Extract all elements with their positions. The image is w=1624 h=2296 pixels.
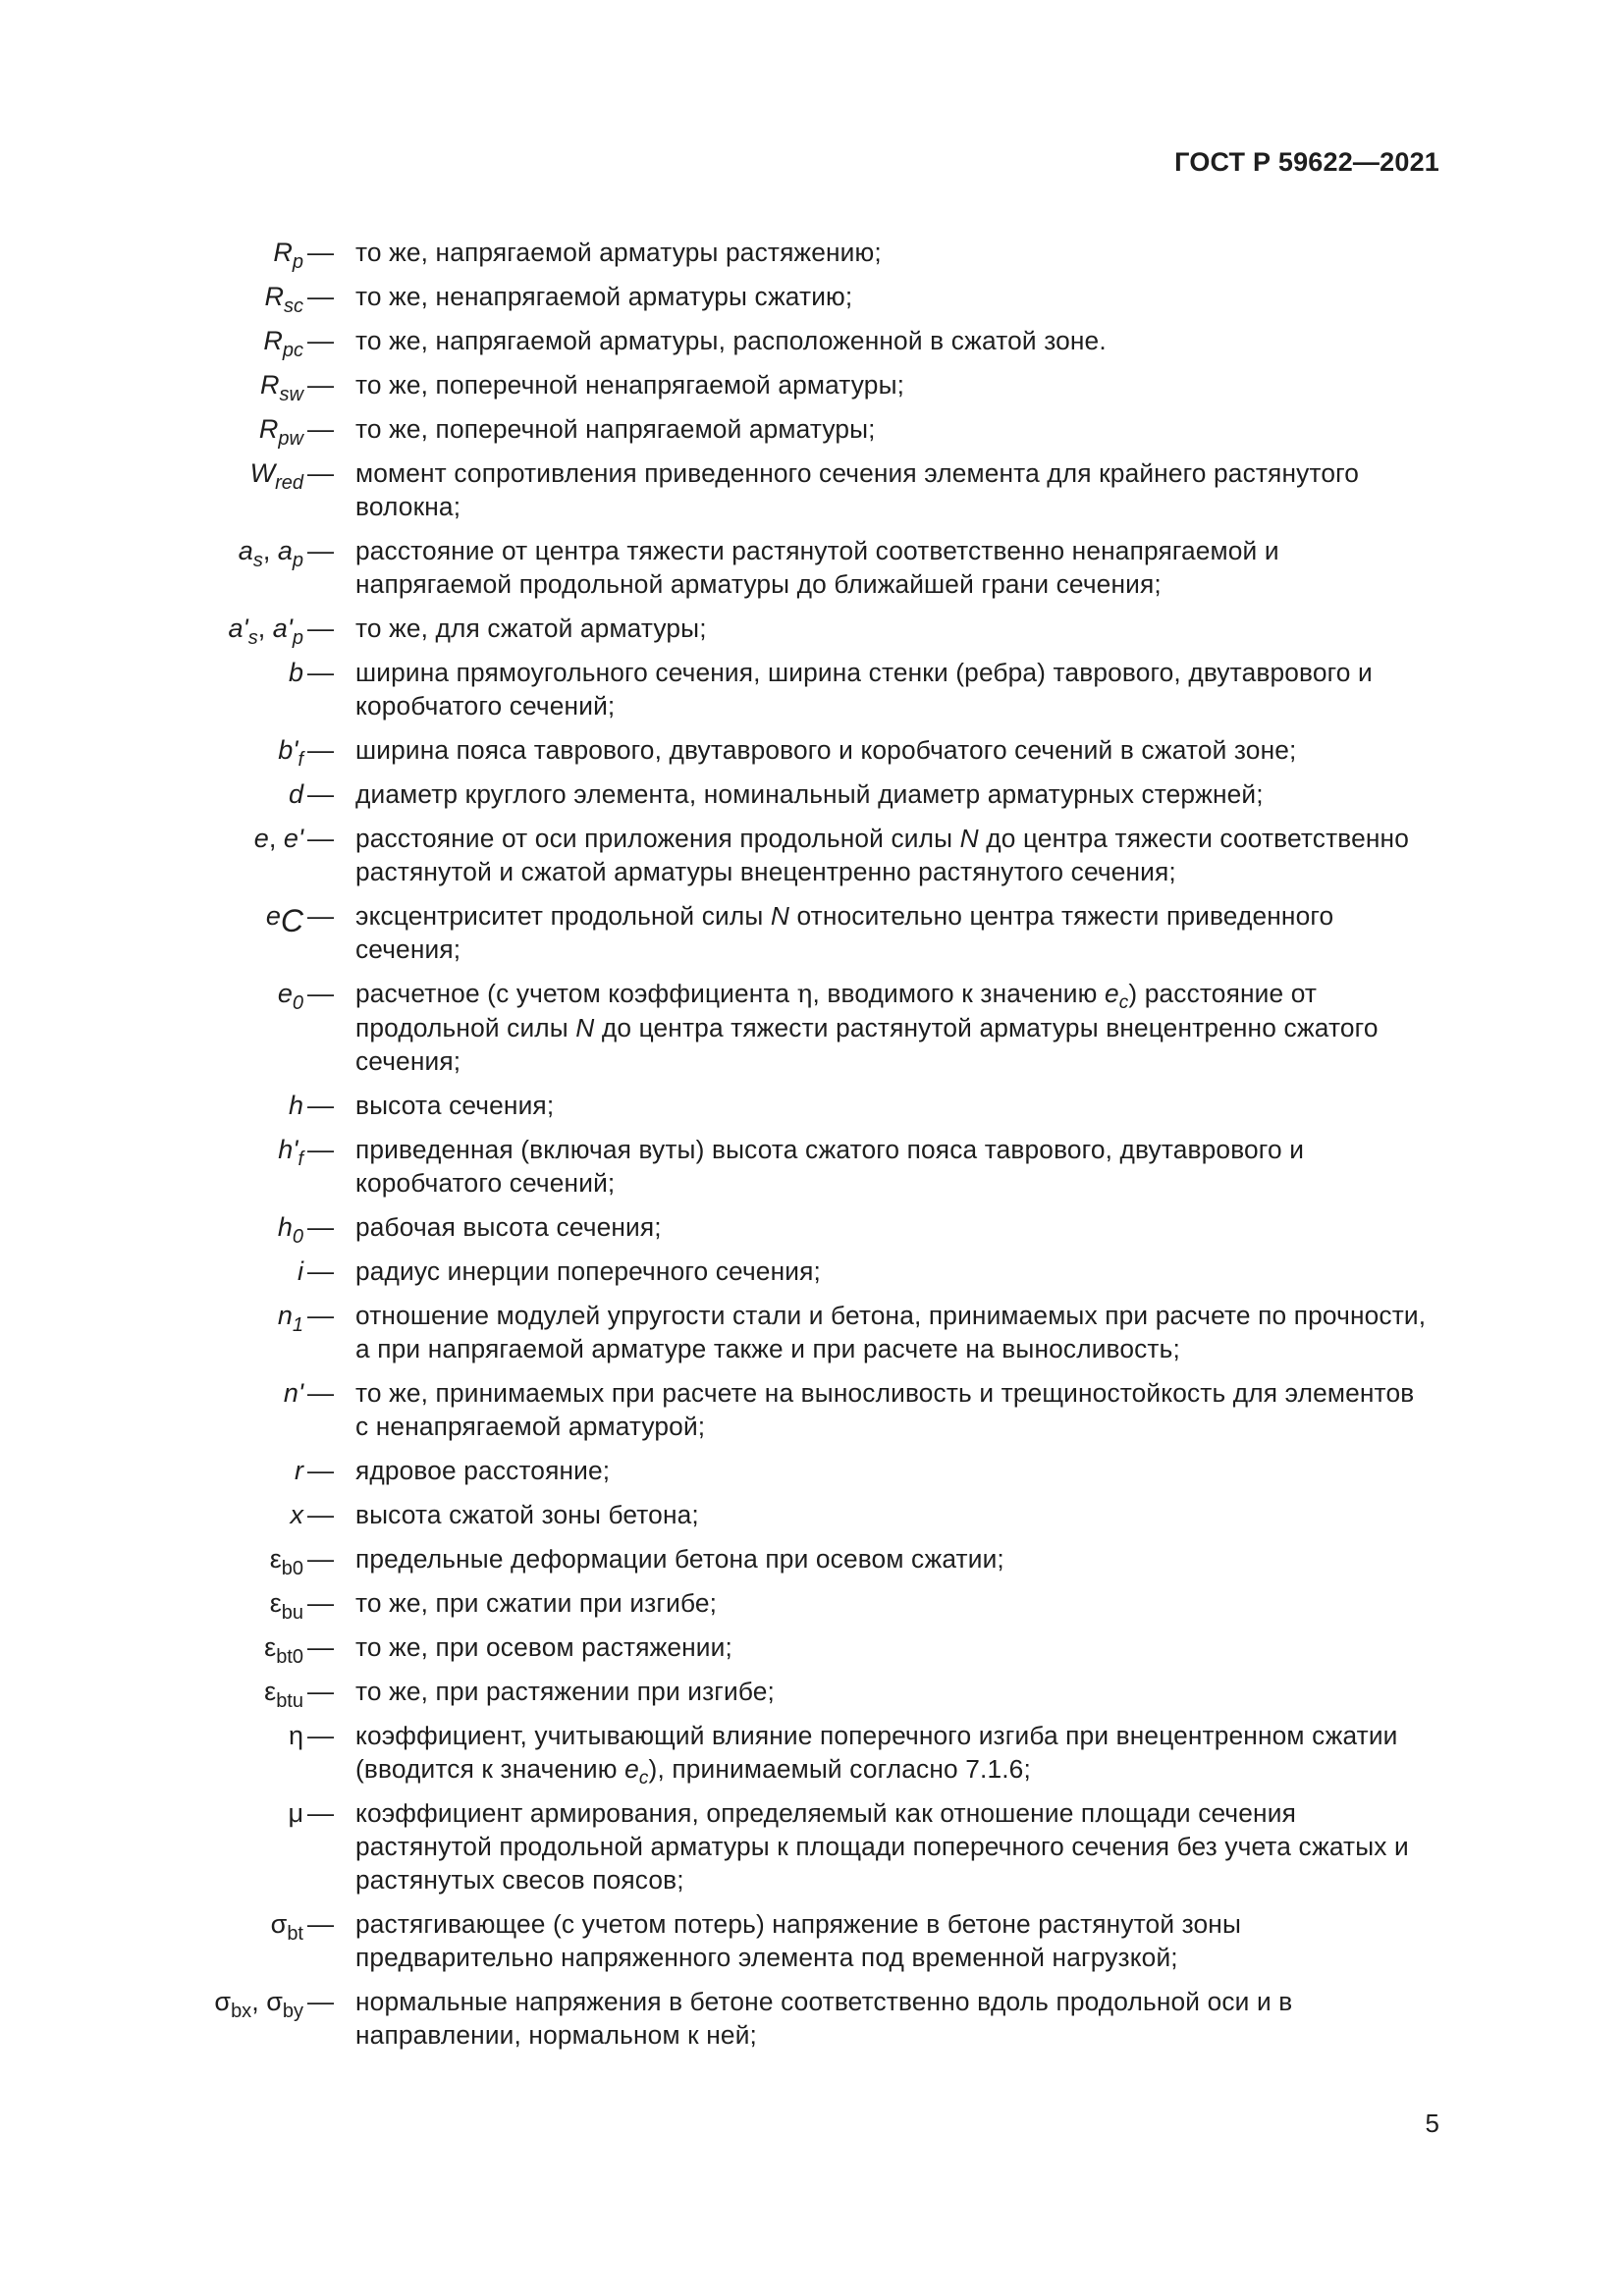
definition-dash: — bbox=[307, 1632, 334, 1662]
definition-symbol: $\varepsilon_{b0}$ — bbox=[269, 1544, 334, 1579]
definition-dash: — bbox=[307, 1500, 334, 1529]
definition-dash: — bbox=[307, 1301, 334, 1330]
definition-symbol: i — bbox=[298, 1256, 334, 1286]
definition-symbol: b — bbox=[288, 658, 334, 687]
definition-dash: — bbox=[307, 901, 334, 931]
definition-symbol: $W_{red}$ — bbox=[249, 458, 334, 494]
definition-row bbox=[0, 733, 1624, 771]
definition-dash: — bbox=[307, 779, 334, 809]
definition-text: ширина пояса таврового, двутаврового и коробчатого сечений в сжатой зоне; bbox=[355, 735, 1297, 765]
definition-dash: — bbox=[307, 1135, 334, 1164]
definition-row bbox=[0, 1907, 1624, 1974]
definition-symbol: $R_{sw}$ — bbox=[260, 370, 334, 405]
definition-dash: — bbox=[307, 735, 334, 765]
definition-text: расчетное (с учетом коэффициента η, вводимого к значению $e_c$) расстояние от продольной силы N до центра тяжести растянутой арматуры внецентренно сжатого сечения; bbox=[355, 979, 1379, 1076]
definition-row bbox=[0, 1985, 1624, 2052]
definition-row bbox=[0, 1376, 1624, 1443]
definition-row bbox=[0, 612, 1624, 649]
definition-symbol: r — bbox=[295, 1456, 334, 1485]
definition-dash: — bbox=[307, 614, 334, 643]
definition-text: то же, поперечной ненапрягаемой арматуры; bbox=[355, 370, 905, 400]
definition-text: то же, при осевом растяжении; bbox=[355, 1632, 732, 1662]
definition-dash: — bbox=[307, 658, 334, 687]
definition-row bbox=[0, 236, 1624, 273]
definition-dash: — bbox=[307, 1677, 334, 1706]
definition-text: нормальные напряжения в бетоне соответственно вдоль продольной оси и в направлении, нормальном к ней; bbox=[355, 1987, 1293, 2050]
definition-row bbox=[0, 1089, 1624, 1122]
definition-symbol: x — bbox=[290, 1500, 334, 1529]
definition-dash: — bbox=[307, 1378, 334, 1408]
definition-row bbox=[0, 1630, 1624, 1668]
definition-symbol: $\varepsilon_{bu}$ — bbox=[269, 1588, 334, 1624]
definition-row bbox=[0, 1586, 1624, 1624]
definition-text: радиус инерции поперечного сечения; bbox=[355, 1256, 821, 1286]
definition-row bbox=[0, 368, 1624, 405]
definition-text: коэффициент армирования, определяемый как отношение площади сечения растянутой продольной арматуры к площади поперечного сечения без учета сжатых и растянутых свесов поясов; bbox=[355, 1798, 1409, 1895]
page-number: 5 bbox=[1425, 2109, 1439, 2138]
definition-text: приведенная (включая вуты) высота сжатого пояса таврового, двутаврового и коробчатого сечений; bbox=[355, 1135, 1305, 1198]
definition-text: ядровое расстояние; bbox=[355, 1456, 611, 1485]
definition-dash: — bbox=[307, 370, 334, 400]
definition-row bbox=[0, 280, 1624, 317]
definition-row bbox=[0, 534, 1624, 601]
definition-row bbox=[0, 1675, 1624, 1712]
definition-text: момент сопротивления приведенного сечения элемента для крайнего растянутого волокна; bbox=[355, 458, 1360, 521]
definition-dash: — bbox=[307, 1256, 334, 1286]
definition-symbol: $R_{sc}$ — bbox=[264, 282, 334, 317]
definition-dash: — bbox=[307, 282, 334, 311]
definition-symbol: d — bbox=[288, 779, 334, 809]
definition-symbol: η — bbox=[288, 1721, 334, 1750]
definition-text: диаметр круглого элемента, номинальный диаметр арматурных стержней; bbox=[355, 779, 1264, 809]
definition-row bbox=[0, 324, 1624, 361]
definition-symbol: $\varepsilon_{bt0}$ — bbox=[264, 1632, 334, 1668]
definition-symbol: $a'_s$, $a'_p$ — bbox=[228, 614, 334, 649]
definition-row bbox=[0, 1454, 1624, 1487]
definition-symbol: $n_1$ — bbox=[277, 1301, 334, 1336]
definition-row bbox=[0, 656, 1624, 722]
definition-symbol: $e_0$ — bbox=[277, 979, 334, 1014]
definition-symbol: $h_0$ — bbox=[277, 1212, 334, 1248]
definition-text: то же, напрягаемой арматуры растяжению; bbox=[355, 238, 882, 267]
definition-symbol: $\sigma_{bt}$ — bbox=[270, 1909, 334, 1945]
definition-symbol: $R_{pw}$ — bbox=[258, 414, 334, 450]
definition-text: то же, принимаемых при расчете на выносливость и трещиностойкость для элементов с ненапрягаемой арматурой; bbox=[355, 1378, 1415, 1441]
definition-symbol: $b'_f$ — bbox=[278, 735, 334, 771]
definition-dash: — bbox=[307, 1798, 334, 1828]
definition-row bbox=[0, 456, 1624, 523]
definition-row bbox=[0, 777, 1624, 811]
definition-symbol: $R_p$ — bbox=[273, 238, 334, 273]
definition-text: коэффициент, учитывающий влияние поперечного изгиба при внецентренном сжатии (вводится к значению $e_c$), принимаемый согласно 7.1.6; bbox=[355, 1721, 1398, 1789]
definition-text: ширина прямоугольного сечения, ширина стенки (ребра) таврового, двутаврового и коробчатого сечений; bbox=[355, 658, 1373, 721]
definition-row bbox=[0, 822, 1624, 888]
definition-dash: — bbox=[307, 1987, 334, 2016]
definition-text: то же, при сжатии при изгибе; bbox=[355, 1588, 718, 1618]
definition-symbol: e, e' — bbox=[253, 824, 334, 853]
document-code: ГОСТ Р 59622—2021 bbox=[1174, 147, 1439, 177]
definition-row bbox=[0, 899, 1624, 966]
definition-symbol: μ — bbox=[288, 1798, 334, 1828]
definition-symbol: $h'_f$ — bbox=[278, 1135, 334, 1170]
definition-symbol: h — bbox=[288, 1091, 334, 1120]
definition-symbol: $e_C$ — bbox=[265, 901, 334, 938]
definition-text: растягивающее (с учетом потерь) напряжение в бетоне растянутой зоны предварительно напряженного элемента под временной нагрузкой; bbox=[355, 1909, 1242, 1972]
definition-text: отношение модулей упругости стали и бетона, принимаемых при расчете по прочности, а при напрягаемой арматуре также и при расчете на выносливость; bbox=[355, 1301, 1427, 1363]
definition-dash: — bbox=[307, 824, 334, 853]
definition-dash: — bbox=[307, 536, 334, 565]
definition-row bbox=[0, 1299, 1624, 1365]
definition-row bbox=[0, 412, 1624, 450]
definition-row bbox=[0, 1498, 1624, 1531]
definition-dash: — bbox=[307, 1091, 334, 1120]
definition-dash: — bbox=[307, 1544, 334, 1574]
definition-row bbox=[0, 1796, 1624, 1896]
definition-symbol: $\sigma_{bx}$, $\sigma_{by}$ — bbox=[214, 1987, 334, 2022]
definition-dash: — bbox=[307, 979, 334, 1008]
definition-text: то же, при растяжении при изгибе; bbox=[355, 1677, 776, 1706]
definition-dash: — bbox=[307, 326, 334, 355]
definition-symbol: $a_s$, $a_p$ — bbox=[238, 536, 334, 571]
definition-symbol: $\varepsilon_{btu}$ — bbox=[264, 1677, 334, 1712]
definition-dash: — bbox=[307, 1588, 334, 1618]
definition-dash: — bbox=[307, 414, 334, 444]
definition-row bbox=[0, 1719, 1624, 1789]
definition-text: расстояние от оси приложения продольной силы N до центра тяжести соответственно растянутой и сжатой арматуры внецентренно растянутого сечения; bbox=[355, 824, 1409, 886]
definition-symbol: $R_{pc}$ — bbox=[263, 326, 334, 361]
definition-text: высота сечения; bbox=[355, 1091, 555, 1120]
definition-text: рабочая высота сечения; bbox=[355, 1212, 662, 1242]
definition-dash: — bbox=[307, 1909, 334, 1939]
definition-dash: — bbox=[307, 1456, 334, 1485]
definition-text: то же, для сжатой арматуры; bbox=[355, 614, 707, 643]
definition-row bbox=[0, 1210, 1624, 1248]
definition-text: предельные деформации бетона при осевом сжатии; bbox=[355, 1544, 1004, 1574]
definition-row bbox=[0, 1255, 1624, 1288]
definition-text: то же, поперечной напрягаемой арматуры; bbox=[355, 414, 876, 444]
definition-dash: — bbox=[307, 1212, 334, 1242]
definition-text: высота сжатой зоны бетона; bbox=[355, 1500, 699, 1529]
definition-dash: — bbox=[307, 1721, 334, 1750]
definition-text: то же, напрягаемой арматуры, расположенной в сжатой зоне. bbox=[355, 326, 1107, 355]
definition-dash: — bbox=[307, 238, 334, 267]
definition-text: расстояние от центра тяжести растянутой соответственно ненапрягаемой и напрягаемой продольной арматуры до ближайшей грани сечения; bbox=[355, 536, 1279, 599]
symbols-list bbox=[0, 236, 1624, 2062]
definition-text: то же, ненапрягаемой арматуры сжатию; bbox=[355, 282, 853, 311]
definition-row bbox=[0, 977, 1624, 1078]
definition-symbol: n' — bbox=[283, 1378, 334, 1408]
definition-text: эксцентриситет продольной силы N относительно центра тяжести приведенного сечения; bbox=[355, 901, 1334, 964]
definition-dash: — bbox=[307, 458, 334, 488]
definition-row bbox=[0, 1133, 1624, 1200]
definition-row bbox=[0, 1542, 1624, 1579]
